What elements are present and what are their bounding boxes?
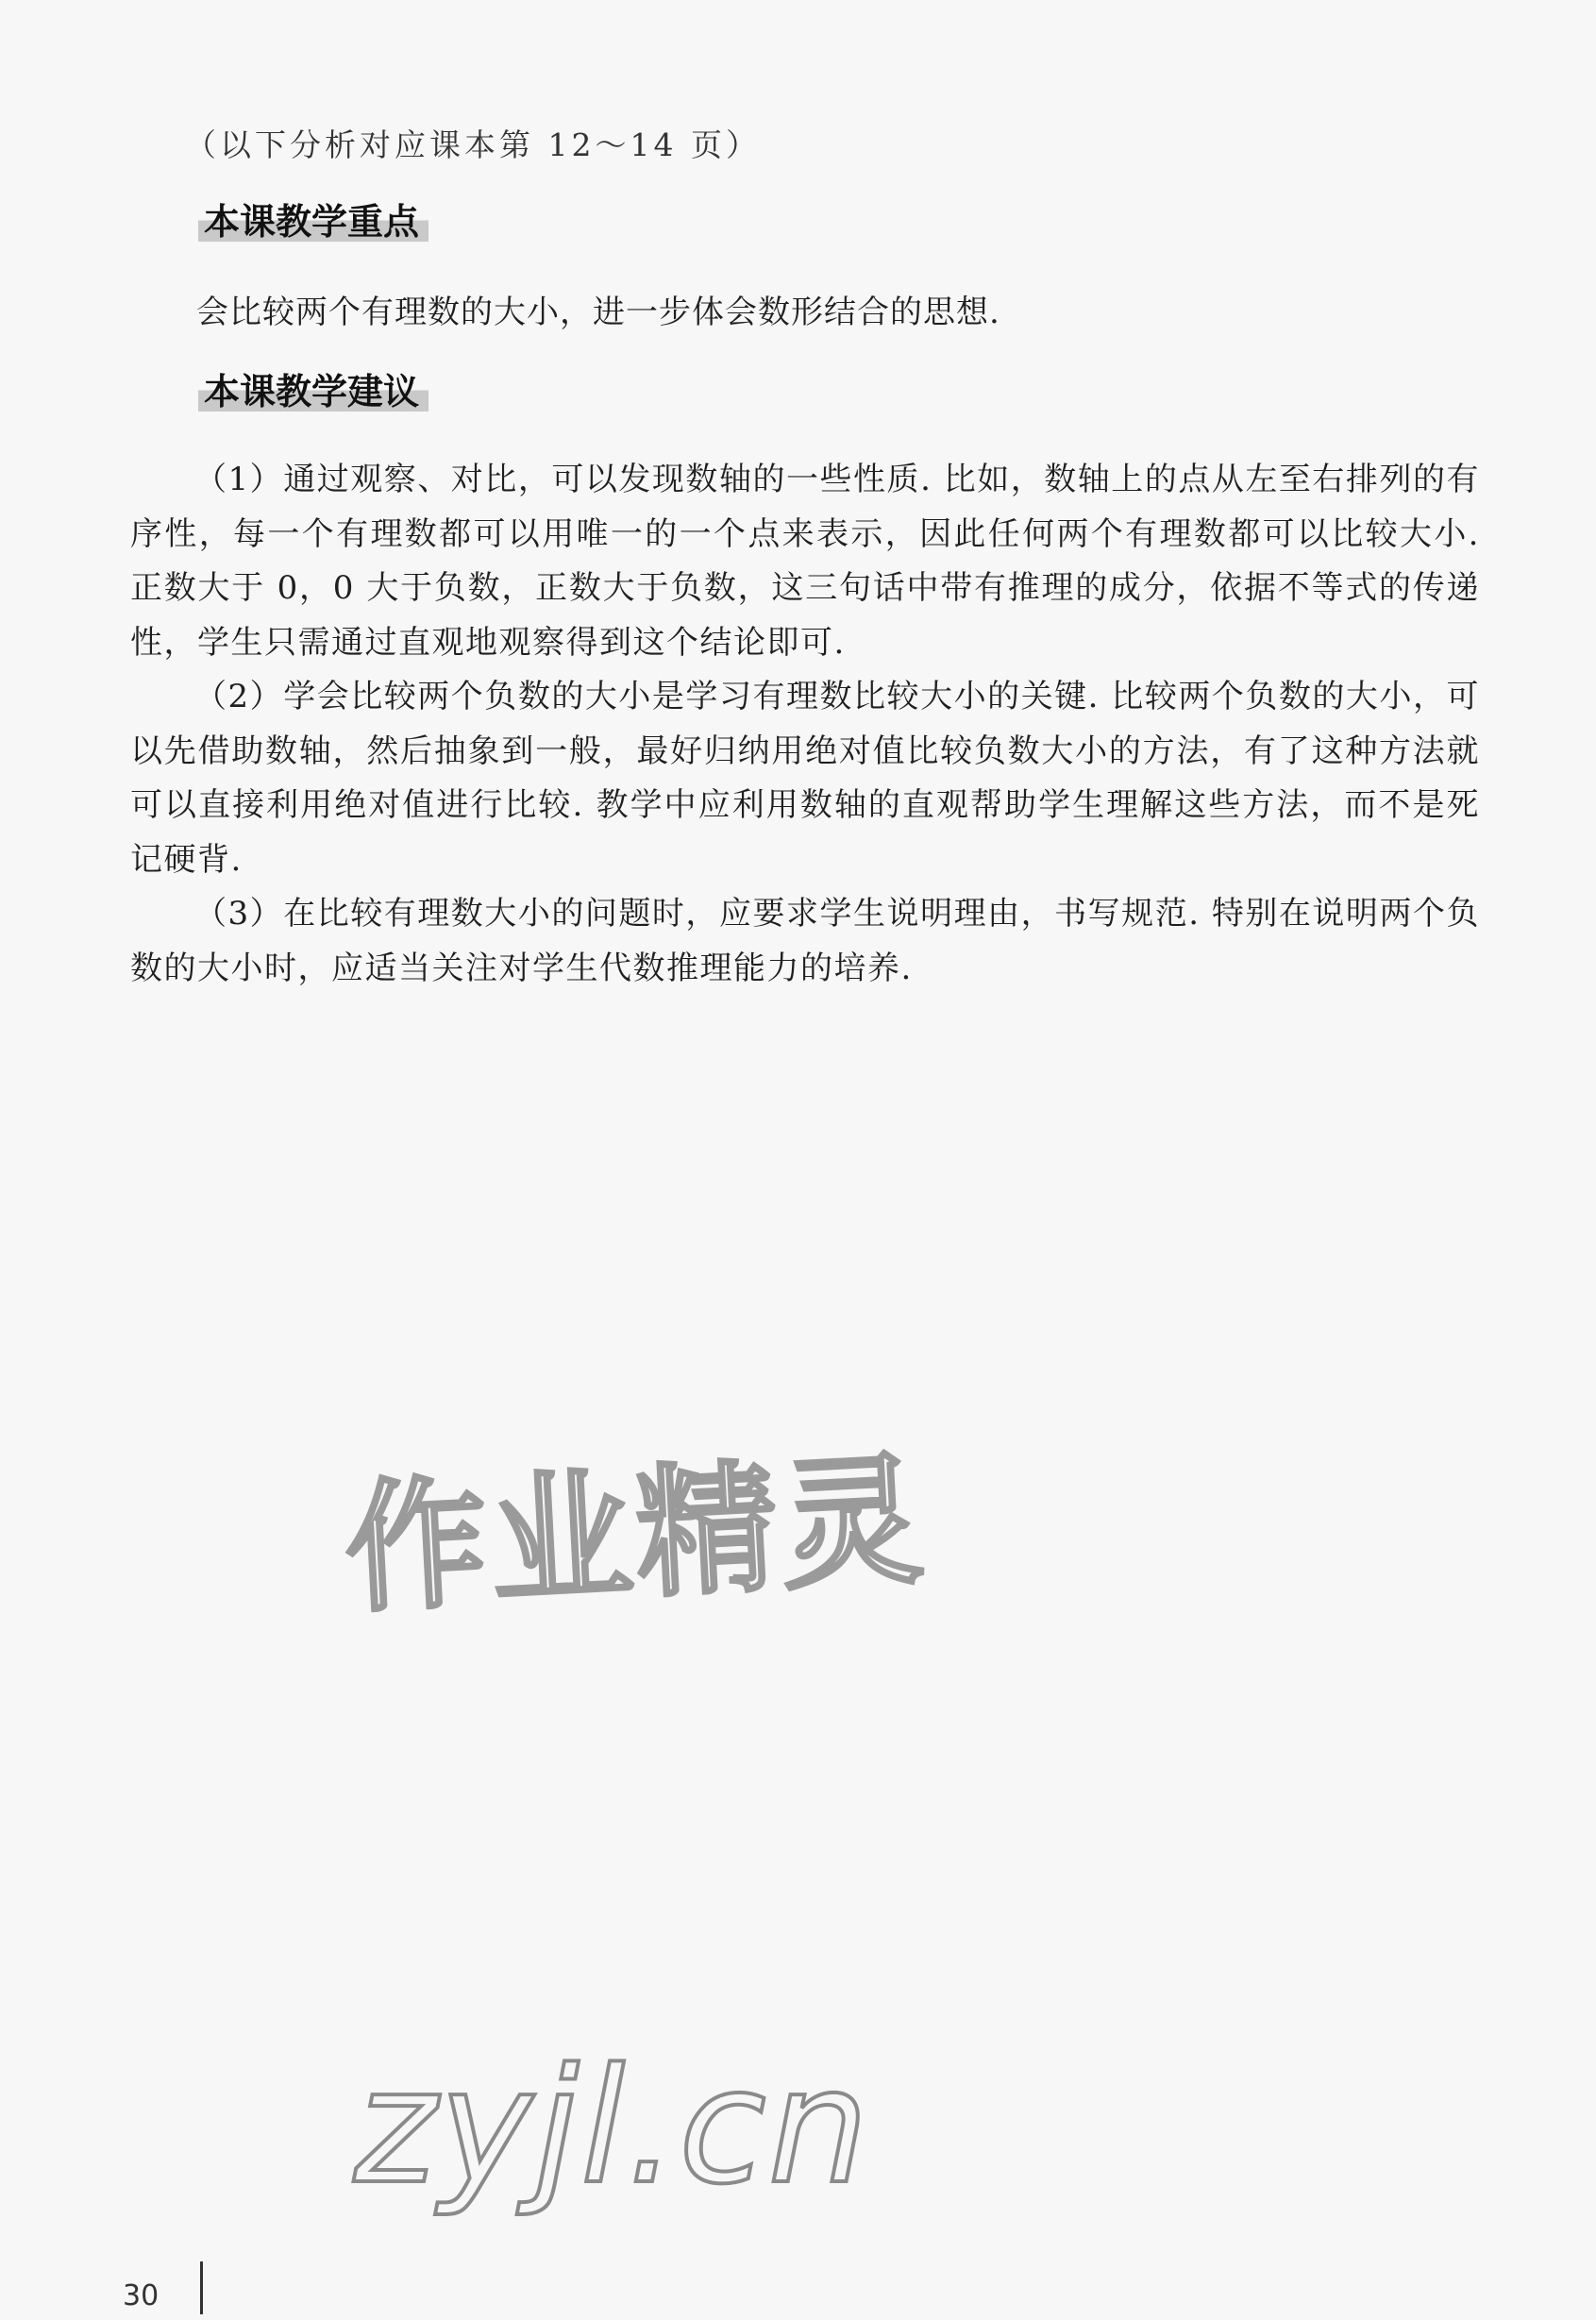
page-number-divider [200,2261,203,2314]
watermark-logo-text: 作业精灵 [341,1437,931,1633]
suggestion-paragraph-1: （1）通过观察、对比，可以发现数轴的一些性质. 比如，数轴上的点从左至右排列的有序性，每一个有理数都可以用唯一的一个点来表示，因此任何两个有理数都可以比较大小. 正数大于 0，0 大于负数，正数大于负数，这三句话中带有推理的成分，依据不等式的传递性，学生只需通过直观地观察得到这个结论即可. [130,461,1480,662]
focus-text: 会比较两个有理数的大小，进一步体会数形结合的思想. [196,294,1000,331]
page-reference-note: （以下分析对应课本第 12～14 页） [185,126,761,163]
page-number: 30 [123,2279,160,2312]
section-heading-focus: 本课教学重点 [198,189,428,246]
section-heading-suggestions: 本课教学建议 [198,359,428,416]
suggestion-paragraph-3: （3）在比较有理数大小的问题时，应要求学生说明理由，书写规范. 特别在说明两个负数的大小时，应适当关注对学生代数推理能力的培养. [130,895,1480,987]
watermark-url: zyjl.cn [354,2034,871,2219]
suggestions-body [130,453,1480,996]
suggestion-paragraph-2: （2）学会比较两个负数的大小是学习有理数比较大小的关键. 比较两个负数的大小，可以先借助数轴，然后抽象到一般，最好归纳用绝对值比较负数大小的方法，有了这种方法就可以直接利用绝对值进行比较. 教学中应利用数轴的直观帮助学生理解这些方法，而不是死记硬背. [130,678,1480,879]
